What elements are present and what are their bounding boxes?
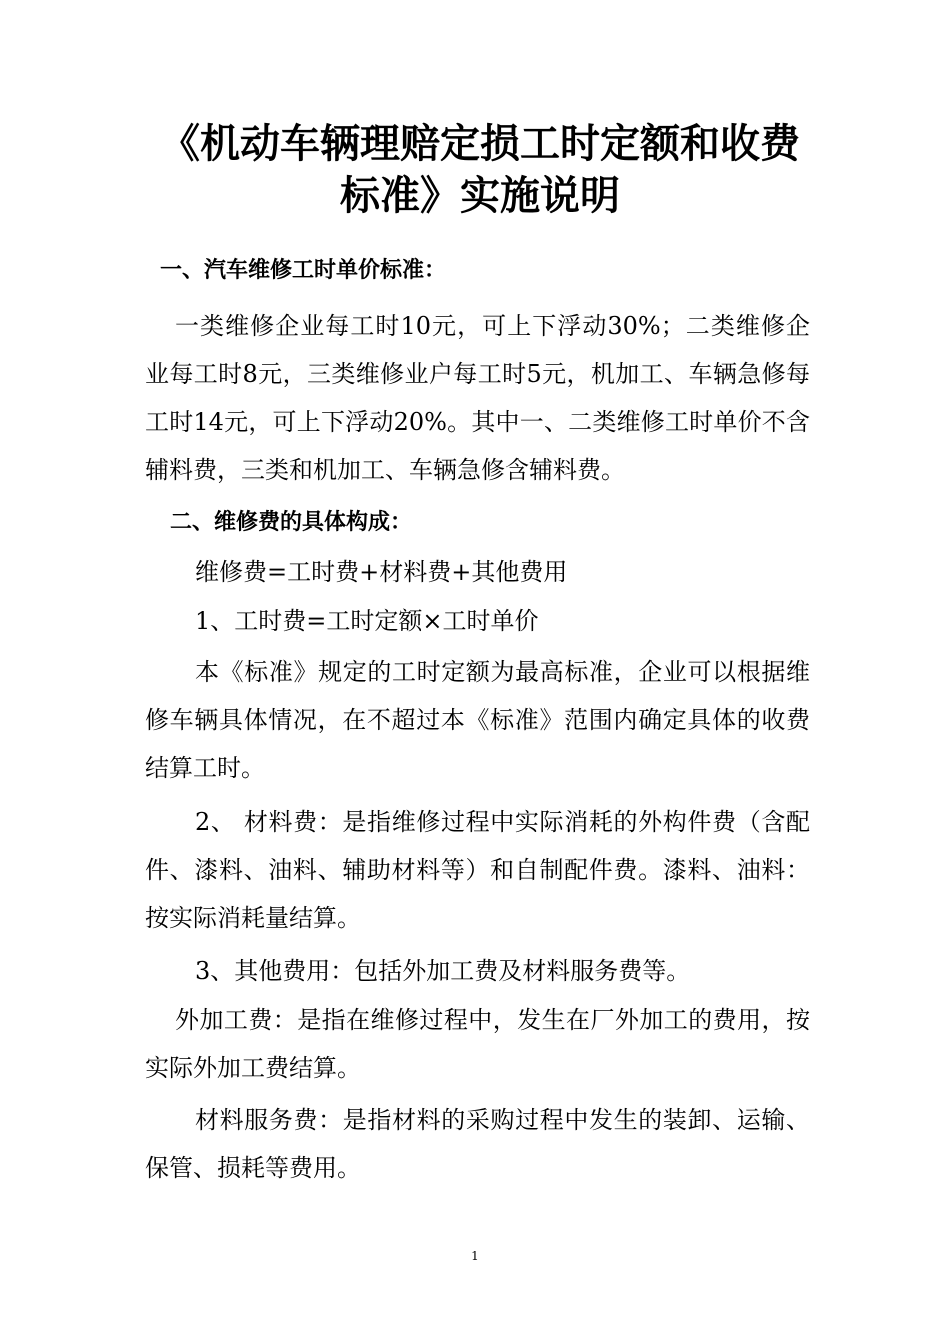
- item-1-labor-cost: 1、工时费=工时定额×工时单价: [195, 607, 539, 635]
- item-1-body: 本《标准》规定的工时定额为最高标准，企业可以根据维修车辆具体情况，在不超过本《标准》范围内确定具体的收费结算工时。: [145, 658, 810, 782]
- material-service-fee: 材料服务费：是指材料的采购过程中发生的装卸、运输、保管、损耗等费用。: [145, 1106, 810, 1182]
- item-2-material-cost: 2、 材料费：是指维修过程中实际消耗的外构件费（含配件、漆料、油料、辅助材料等）和自制配件费。漆料、油料：按实际消耗量结算。: [145, 808, 810, 932]
- cost-formula: 维修费=工时费+材料费+其他费用: [195, 558, 568, 586]
- title-line-2: 标准》实施说明: [340, 173, 620, 219]
- section-2-heading: 二、维修费的具体构成：: [170, 510, 413, 535]
- page-number: 1: [471, 1249, 479, 1263]
- section-1-body: 一类维修企业每工时10元，可上下浮动30%；二类维修企业每工时8元，三类维修业户每工时5元，机加工、车辆急修每工时14元，可上下浮动20%。其中一、二类维修工时单价不含辅料费，三类和机加工、车辆急修含辅料费。: [145, 312, 810, 484]
- title-line-1: 《机动车辆理赔定损工时定额和收费: [160, 121, 800, 167]
- item-3-other-cost: 3、其他费用：包括外加工费及材料服务费等。: [195, 957, 691, 985]
- section-1-heading: 一、汽车维修工时单价标准：: [160, 258, 447, 283]
- outsourcing-fee: 外加工费：是指在维修过程中，发生在厂外加工的费用，按实际外加工费结算。: [145, 1006, 810, 1082]
- document-title: [150, 118, 810, 222]
